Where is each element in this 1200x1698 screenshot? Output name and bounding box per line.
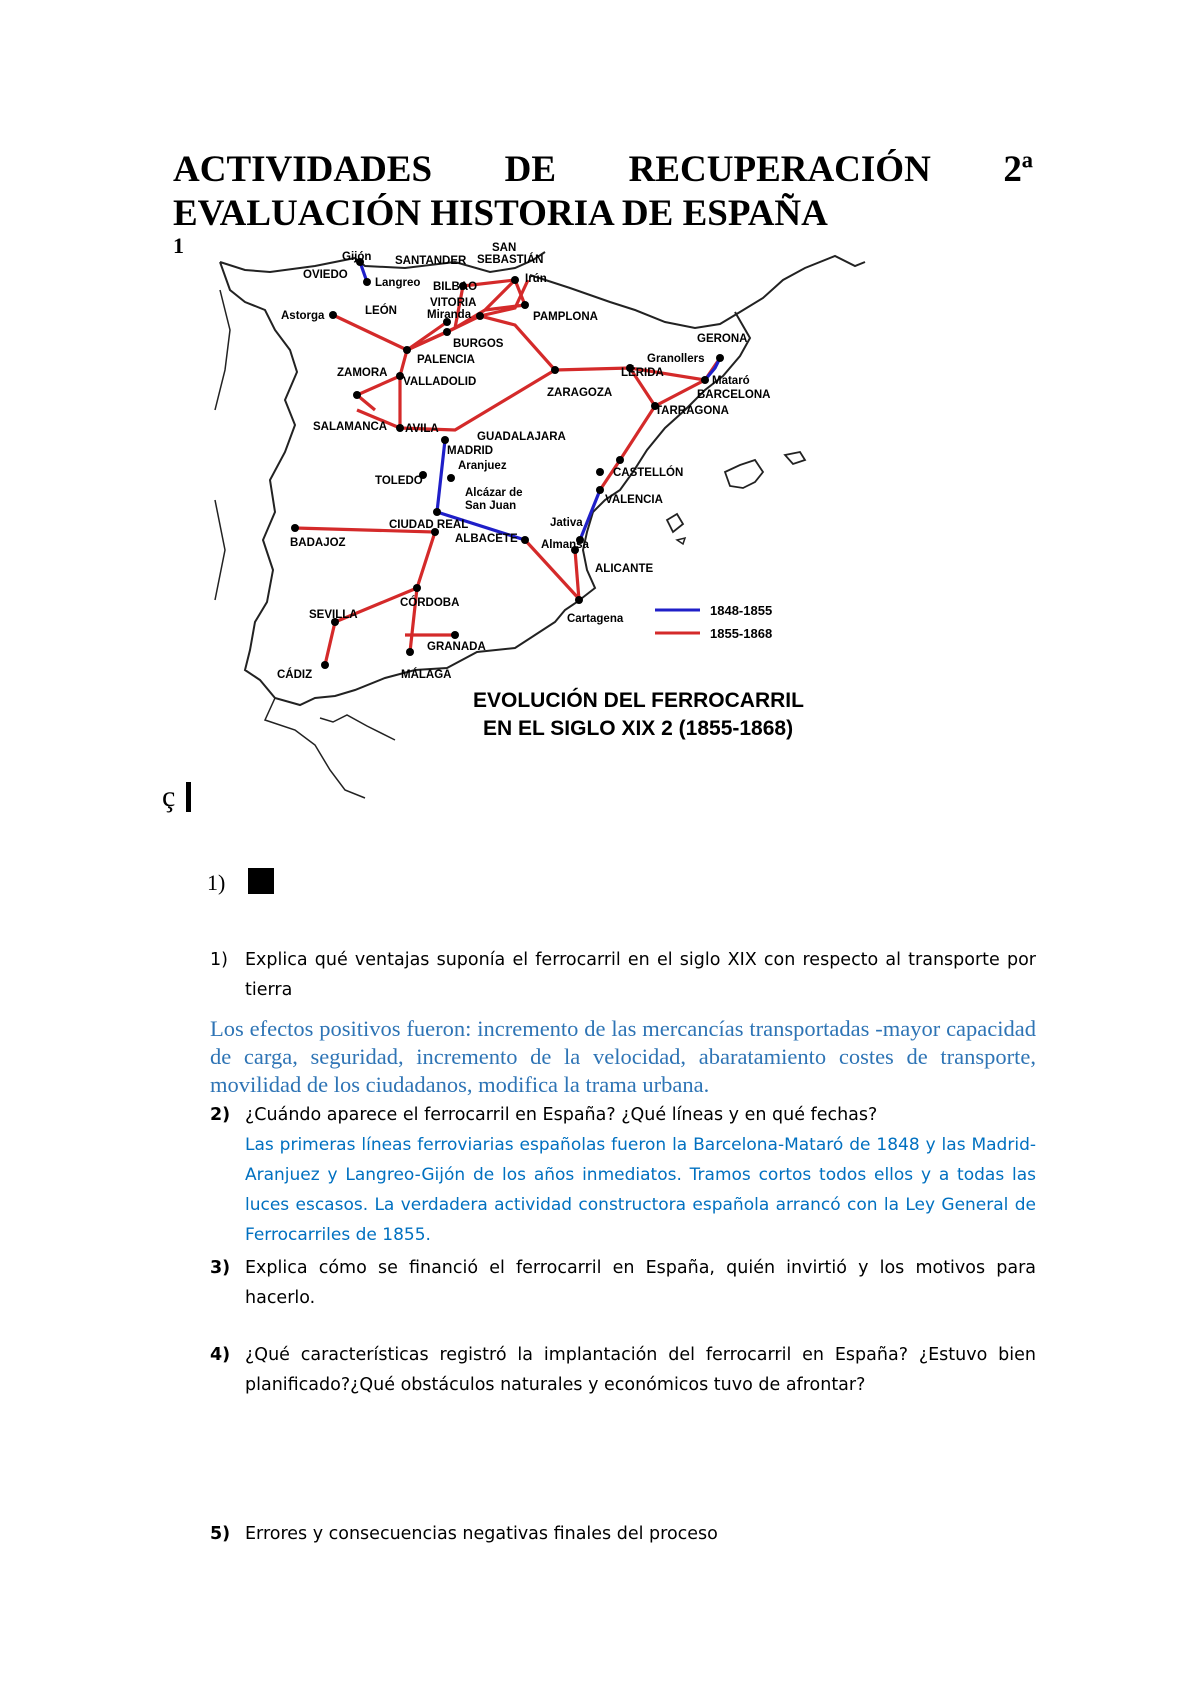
city-label: Aranjuez — [458, 460, 507, 472]
railway-map — [215, 242, 945, 810]
question-text: Explica cómo se financió el ferrocarril en España, quién invirtió y los motivos para hacerlo. — [245, 1258, 1036, 1308]
menorca-island — [785, 452, 805, 464]
city-label: Gijón — [342, 251, 372, 263]
city-label: SEVILLA — [309, 609, 358, 621]
title-line-2: EVALUACIÓN HISTORIA DE ESPAÑA — [173, 193, 828, 234]
africa-coast — [320, 715, 395, 740]
mallorca-island — [725, 460, 763, 488]
empty-list-number: 1) — [207, 870, 226, 895]
city-label: MÁLAGA — [401, 669, 452, 681]
city-label: SALAMANCA — [313, 421, 388, 433]
city-label: VALLADOLID — [403, 376, 477, 388]
city-label: VALENCIA — [605, 494, 663, 506]
title-line-1 — [173, 148, 1033, 192]
city-label: VITORIA — [430, 297, 477, 309]
question-number: 1) — [210, 950, 228, 970]
city-label: ALBACETE — [455, 533, 518, 545]
city-label: San Juan — [465, 500, 517, 512]
question-number: 3) — [210, 1258, 231, 1278]
city-label: TARRAGONA — [655, 405, 729, 417]
question-text: Errores y consecuencias negativas finales del proceso — [245, 1524, 718, 1544]
city-label: Alcázar de — [465, 487, 523, 499]
city-label: PALENCIA — [417, 354, 475, 366]
city-label: OVIEDO — [303, 269, 348, 281]
title-word: RECUPERACIÓN — [628, 149, 931, 190]
city-label: Irún — [525, 273, 547, 285]
answer-1: Los efectos positivos fueron: incremento de las mercancías transportadas -mayor capacidad de carga, seguridad, incremento de la velocidad, abaratamiento costes de transporte, movilidad de los ciudadanos, modifica la trama urbana. — [210, 1016, 1036, 1097]
question-4 — [210, 1340, 1036, 1400]
city-label: GUADALAJARA — [477, 431, 566, 443]
city-label: ZARAGOZA — [547, 387, 613, 399]
city-label: AVILA — [405, 423, 439, 435]
question-text: ¿Qué características registró la implantación del ferrocarril en España? ¿Estuvo bien planificado?¿Qué obstáculos naturales y económicos tuvo de afrontar? — [245, 1345, 1036, 1395]
question-number: 5) — [210, 1524, 231, 1544]
stray-bar — [186, 782, 191, 812]
title-word: DE — [504, 149, 557, 190]
city-label: GRANADA — [427, 641, 486, 653]
city-label: SANTANDER — [395, 255, 467, 267]
city-label: BURGOS — [453, 338, 504, 350]
title-word: ACTIVIDADES — [173, 149, 433, 190]
city-label: GERONA — [697, 333, 748, 345]
section-number: 1 — [173, 233, 184, 258]
black-square — [248, 868, 274, 894]
city-label: Jativa — [550, 517, 583, 529]
map-legend — [655, 603, 772, 641]
legend-label: 1855-1868 — [710, 626, 773, 641]
city-label: CASTELLÓN — [613, 467, 684, 479]
city-label: BADAJOZ — [290, 537, 346, 549]
city-label: Mataró — [712, 375, 750, 387]
city-label: CÁDIZ — [277, 669, 313, 681]
question-3 — [210, 1253, 1036, 1313]
city-label: Almansa — [541, 539, 589, 551]
question-number: 4) — [210, 1345, 231, 1365]
city-label: SEBASTIÁN — [477, 254, 544, 266]
question-1 — [210, 945, 1036, 1005]
map-title-line-2: EN EL SIGLO XIX 2 (1855-1868) — [483, 717, 794, 740]
answer-2: Las primeras líneas ferroviarias españolas fueron la Barcelona-Mataró de 1848 y las Madrid-Aranjuez y Langreo-Gijón de los años inmediatos. Tramos cortos todos ellos y a todas las luces escasos. La verdadera actividad constructora española arrancó con la Ley General de Ferrocarriles de 1855. — [245, 1135, 1036, 1245]
city-label: Astorga — [281, 310, 325, 322]
document-title — [173, 148, 1033, 236]
legend-label: 1848-1855 — [710, 603, 773, 618]
city-label: LEÓN — [365, 305, 397, 317]
city-label: TOLEDO — [375, 475, 423, 487]
city-label: ALICANTE — [595, 563, 654, 575]
city-label: CIUDAD REAL — [389, 519, 469, 531]
ibiza-island — [667, 514, 683, 532]
city-label: Langreo — [375, 277, 421, 289]
question-text: ¿Cuándo aparece el ferrocarril en España? ¿Qué líneas y en qué fechas? — [245, 1105, 878, 1125]
formentera-island — [677, 538, 685, 544]
city-label: BARCELONA — [697, 389, 771, 401]
city-label: BILBAO — [433, 281, 478, 293]
map-title-line-1: EVOLUCIÓN DEL FERROCARRIL — [473, 689, 804, 712]
city-label: PAMPLONA — [533, 311, 598, 323]
city-label: ZAMORA — [337, 367, 388, 379]
city-label: LÉRIDA — [621, 367, 664, 379]
stray-glyph: ç — [162, 780, 176, 813]
question-5 — [210, 1519, 1036, 1549]
city-label: SAN — [492, 242, 517, 254]
city-label: CÓRDOBA — [400, 597, 460, 609]
question-text: Explica qué ventajas suponía el ferrocarril en el siglo XIX con respecto al transporte por tierra — [245, 950, 1036, 1000]
question-2 — [210, 1100, 1036, 1130]
title-word: 2ª — [1003, 149, 1033, 190]
city-label: Cartagena — [567, 613, 624, 625]
city-label: Miranda — [427, 309, 472, 321]
city-label: MADRID — [447, 445, 493, 457]
question-number: 2) — [210, 1105, 231, 1125]
city-label: Granollers — [647, 353, 705, 365]
